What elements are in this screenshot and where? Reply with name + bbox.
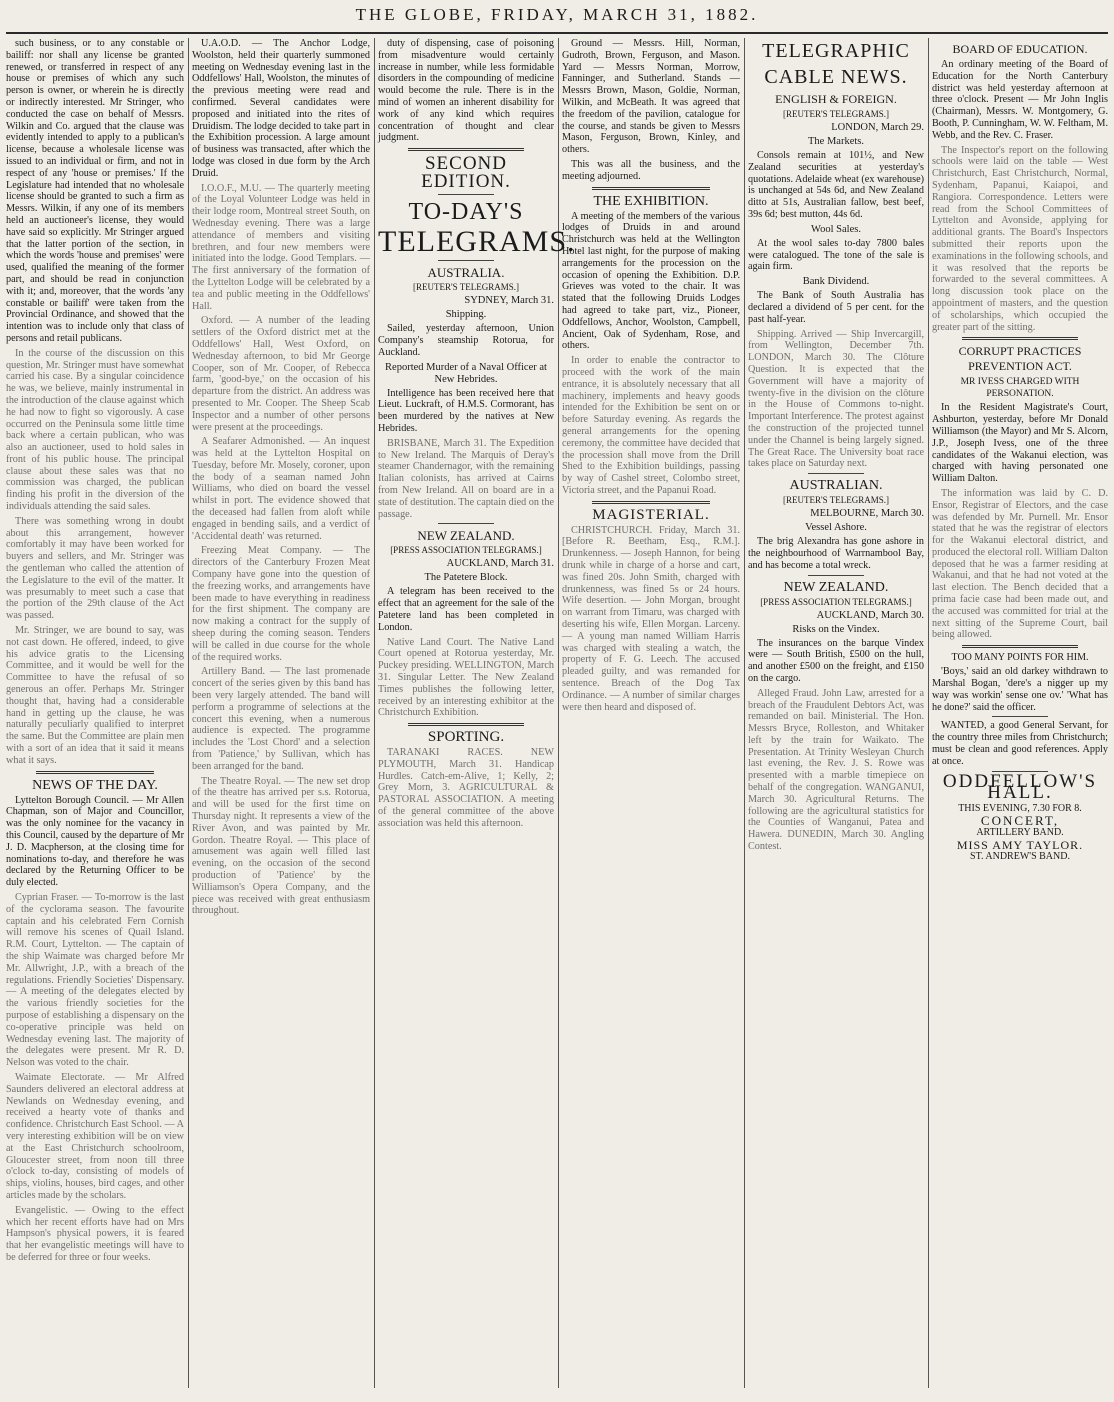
news-source: [REUTER'S TELEGRAMS.]	[783, 109, 889, 119]
article-paragraph: This was all the business, and the meeting adjourned.	[562, 158, 740, 182]
article-paragraph: Lyttelton Borough Council. — Mr Allen Chapman, son of Major and Councillor, was the only nominee for the vacancy in this Council, caused by the departure of Mr J. D. Macpherson, at the closing time for nominations to-day, and therefore he was declared by the Returning Officer to be duly elected.	[6, 794, 184, 889]
column-rule	[744, 38, 745, 1388]
news-of-the-day-heading: NEWS OF THE DAY.	[32, 777, 158, 793]
classified-ad: WANTED, a good General Servant, for the country three miles from Christchurch; must be clean and good references. Apply at once.	[932, 720, 1108, 767]
news-source: [REUTER'S TELEGRAMS.]	[783, 495, 889, 506]
body-text-filler: Freezing Meat Company. — The directors of the Canterbury Frozen Meat Company have gone into the question of the freezing works, and arrangements have been made to have everything in readiness for the first shipment. The company are now making a contract for the supply of sheep during the coming season. Tenders will be called in due course for the whole of the required works.	[192, 545, 370, 663]
article-paragraph: 'Boys,' said an old darkey withdrawn to Marshal Bogan, 'dere's a nigger up my way was workin' sense one ov.' 'What has he done?' said the officer.	[932, 666, 1108, 713]
article-paragraph: An ordinary meeting of the Board of Education for the North Canterbury district was held yesterday afternoon at three o'clock. Present — Mr John Inglis (Chairman), Messrs. W. Montgomery, G. Booth, P. Cunningham, W. W. Feltham, M. Webb, and the Rev. C. Fraser.	[932, 59, 1108, 141]
section-divider	[438, 260, 494, 261]
body-text-filler: TARANAKI RACES. NEW PLYMOUTH, March 31. Handicap Hurdles. Catch-em-Alive, 1; Kelly, 2; Grey Morn, 3. AGRICULTURAL & PASTORAL ASSOCIATION. A meeting of the general committee of the above association was held this afternoon.	[378, 747, 554, 829]
body-text-filler: BRISBANE, March 31. The Expedition to New Ireland. The Marquis of Deray's steamer Chandernagor, with the remaining Italian colonists, has arrived at Cairns from New Ireland. All on board are in a state of destitution. The captain died on the passage.	[378, 437, 554, 520]
body-text-filler: Alleged Fraud. John Law, arrested for a breach of the Fraudulent Debtors Act, was remanded on bail. Ministerial. The Hon. Messrs Bryce, Rolleston, and Whitaker left by the train for Waikato. The Presentation. At Trinity Wesleyan Church last evening, the Rev. J. S. Rowe was presented with a marble timepiece on behalf of the congregation. WANGANUI, March 30. Agricultural Returns. The following are the agricultural statistics for the Counties of Wanganui, Patea and Hawera. DUNEDIN, March 30. Angling Contest.	[748, 687, 924, 853]
column-2	[192, 38, 370, 1388]
column-rule	[374, 38, 375, 1388]
dateline: AUCKLAND, March 30.	[816, 609, 924, 621]
body-text-filler: Cyprian Fraser. — To-morrow is the last of the cyclorama season. The favourite captain and his celebrated Fern Cornish will remove his scenes of Quail Island. R.M. Court, Lyttelton. — The captain of the ship Waimate was charged before Mr Mr. Allwright, J.P., with a breach of the regulations. Friendly Societies' Dispensary. — A meeting of the delegates elected by the various friendly societies for the purpose of establishing a dispensary on the co-operative principle was held on Wednesday evening last. The majority of the delegates were present. Mr R. D. Nelson was voted to the chair.	[6, 891, 184, 1069]
article-paragraph: The brig Alexandra has gone ashore in the neighbourhood of Warrnambool Bay, and has become a total wreck.	[748, 536, 924, 571]
new-zealand-heading: NEW ZEALAND.	[417, 528, 515, 544]
body-text-filler: The information was laid by C. D. Ensor, Registrar of Electors, and the case was defended by Mr. Purnell. Mr. Ensor stated that he was the registrar of electors for the Wakanui electoral district, and produced the electoral roll. William Dalton deposed that he was a farmer residing at Wakanui, and that he had not voted at the last election. The Bench decided that a prima facie case had been made out, and the accused was committed for trial at the next sitting of the Supreme Court, bail being allowed.	[932, 487, 1108, 641]
body-text-filler: I.O.O.F., M.U. — The quarterly meeting of the Loyal Volunteer Lodge was held in their lodge room, Montreal street South, on Wednesday evening. There was a large attendance of members and visiting brethren, and four new members were initiated into the lodge. Good Templars. — The first anniversary of the formation of the Lyttelton Lodge will be celebrated by a tea and public meeting in the Oddfellows' Hall.	[192, 182, 370, 312]
ad-line: CONCERT,	[980, 813, 1060, 829]
news-source: [PRESS ASSOCIATION TELEGRAMS.]	[760, 596, 912, 607]
second-edition-heading: SECOND EDITION.	[421, 153, 511, 193]
news-source: [REUTER'S TELEGRAMS.]	[413, 282, 519, 293]
article-paragraph: Ground — Messrs. Hill, Norman, Gudroth, Brown, Ferguson, and Mason. Yard — Messrs Norman, Morrow, Fanninger, and Sutherland. Stands — Messrs Brown, Mason, Goldie, Norman, Wilkin, and McBeath. It was agreed that the freedom of the pavilion, catalogue for the course, and stands be given to Messrs Mason, Ferguson, Brown, Kinley, and others.	[562, 38, 740, 156]
exhibition-heading: THE EXHIBITION.	[593, 193, 709, 209]
new-zealand-heading: NEW ZEALAND.	[783, 579, 889, 595]
masthead-rule	[6, 32, 1108, 34]
sporting-heading: SPORTING.	[427, 729, 505, 746]
ad-line: ARTILLERY BAND.	[976, 827, 1064, 839]
column-4	[562, 38, 740, 1388]
subheading: Reported Murder of a Naval Officer at New Hebrides.	[385, 361, 547, 385]
body-text-filler: Waimate Electorate. — Mr Alfred Saunders delivered an electoral address at Newlands on Wednesday evening, and received a hearty vote of thanks and confidence. Christchurch East School. — A very interesting exhibition will be on view at the East Christchurch schoolroom, Gloucester street, from noon till three o'clock to-day, consisting of models of ships, violins, houses, bird cages, and other articles made by the scholars.	[6, 1071, 184, 1201]
article-paragraph: In the Resident Magistrate's Court, Ashburton, yesterday, before Mr Donald Williamson (the Mayor) and Mr S. Alcorn, J.P., Joseph Ivess, one of the three candidates of the Wakanui election, was charged with having personated one William Dalton.	[932, 402, 1108, 485]
subheading: The Markets.	[808, 136, 864, 147]
body-text-filler: CHRISTCHURCH. Friday, March 31. [Before R. Beetham, Esq., R.M.]. Drunkenness. — Joseph Hannon, for being drunk while in charge of a horse and cart, was fined 20s. John Smith, charged with drunkenness, was fined 5s or 24 hours. Wife desertion. — John Morgan, brought on warrant from Timaru, was charged with deserting his wife, Ellen Morgan. Larceny. — A young man named William Harris was charged with stealing a watch, the property of F. G. Leech. The accused pleaded guilty, and was remanded for sentence. Breach of the Dog Tax Ordinance. — A number of similar charges were then heard and disposed of.	[562, 524, 740, 713]
body-text-filler: The Theatre Royal. — The new set drop of the theatre has arrived per s.s. Rotorua, and will be used for the first time on Thursday night. It represents a view of the River Avon, and was painted by Mr. Gordon. Theatre Royal. — This place of amusement was again well filled last evening, on the occasion of the second production of 'Patience' by the Williamson's Opera Company, and the piece was received with great enthusiasm throughout.	[192, 775, 370, 917]
ad-line: ST. ANDREW'S BAND.	[970, 851, 1070, 863]
article-paragraph: such business, or to any constable or bailiff: nor shall any license be granted renewed, or transferred in respect of any house or premises of which any such person is owner, or wherein he is directly or indirectly interested. Mr Stringer, who conducted the case on behalf of Messrs. Wilkin and Co. argued that the clause was evidently intended to apply to a publican's license, because a wholesale license was issued to an individual or firm, and not in respect of any 'house or premises.' If the Legislature had intended that no wholesale license should be granted to such a firm as Messrs. Wilkin, if any one of its members held an auctioneer's license, they would have said so explicitly. Mr Stringer argued that the latter portion of the section, in which the words 'house and premises' were used, qualified the meaning of the former part, and should be read in conjunction with it; and, moreover, that the words 'any constable or bailiff' were taken from the Provincial Ordinance, and showed that the intention was to include only that class of persons and retail publicans.	[6, 38, 184, 344]
article-paragraph: At the wool sales to-day 7800 bales were catalogued. The tone of the sale is again firm.	[748, 237, 924, 273]
article-paragraph: Sailed, yesterday afternoon, Union Company's steamship Rotorua, for Auckland.	[378, 323, 554, 358]
australian-heading: AUSTRALIAN.	[789, 478, 883, 494]
column-rule	[928, 38, 929, 1388]
newspaper-title: THE GLOBE, FRIDAY, MARCH 31, 1882.	[355, 5, 759, 24]
column-6	[932, 38, 1108, 1388]
section-divider	[438, 194, 494, 195]
body-text-filler: Mr. Stringer, we are bound to say, was not cast down. He offered, indeed, to give his advice gratis to the Licensing Committee, and it would be well for the Committee to have the refusal of so generous an offer. Perhaps Mr. Stringer thought that, having had a considerable hand in getting up the clause, he was naturally peculiarly qualified to interpret the same. But the Committee are plain men with a sort of an idea that it said it means what it says.	[6, 625, 184, 766]
australia-heading: AUSTRALIA.	[427, 265, 505, 281]
ad-line: THIS EVENING, 7.30 FOR 8.	[958, 803, 1082, 815]
body-text-filler: In the course of the discussion on this question, Mr. Stringer must have somewhat carried his case. By a singular coincidence he was, we believe, mainly instrumental in the introduction of the clause against which he had now to fight so vigorously. A case occurred on the Peninsula some little time back where a certain publican, who was also an auctioneer, used to hold sales in front of his public house. The principal clause about these sales was that no commission was charged, the publican finding his profit in the diversion of the individuals attending the said sales.	[6, 347, 184, 513]
dateline: AUCKLAND, March 31.	[446, 558, 554, 570]
cable-news-heading: CABLE NEWS.	[764, 66, 908, 88]
article-paragraph: Consols remain at 101½, and New Zealand securities at yesterday's quotations. Adelaide wheat (ex warehouse) is unchanged at 54s 6d, and New Zealand ditto at 51s, Australian fallow, best beef, 39s 6d; best mutton, 44s 6d.	[748, 150, 924, 220]
body-text-filler: Oxford. — A number of the leading settlers of the Oxford district met at the Oddfellows' Hall, West Oxford, on Wednesday afternoon, to bid Mr George Cooper, son of Mr. Cooper, of Rebecca farm, 'good-bye,' on the occasion of his departure from the district. An address was presented to Mr. Cooper. The Sheep Scab Inspector and a number of other persons were present at the proceedings.	[192, 315, 370, 433]
body-text-filler: A Seafarer Admonished. — An inquest was held at the Lyttelton Hospital on Tuesday, before Mr. Mosely, coroner, upon the body of a seaman named John Williams, who died on board the vessel whilst in port. The evidence showed that the deceased had fallen from aloft while engaged in bending sails, and a verdict of 'Accidental death' was returned.	[192, 436, 370, 542]
article-paragraph: duty of dispensing, case of poisoning from misadventure would certainly increase in number, while less formidable disorders in the compounding of medicine would become the rule. There is in the mind of women an inherent disability for work of any kind which requires concentration of thought and clear judgment.	[378, 38, 554, 144]
ad-line: MISS AMY TAYLOR.	[956, 838, 1084, 853]
corrupt-practices-heading: CORRUPT PRACTICES PREVENTION ACT.	[958, 344, 1082, 374]
too-many-points-heading: TOO MANY POINTS FOR HIM.	[951, 652, 1089, 664]
article-paragraph: Intelligence has been received here that Lieut. Luckraft, of H.M.S. Cormorant, has been murdered by the natives at New Hebrides.	[378, 387, 554, 434]
english-foreign-heading: ENGLISH & FOREIGN.	[775, 92, 897, 106]
subheading: Vessel Ashore.	[805, 522, 867, 534]
subheading: Risks on the Vindex.	[792, 623, 880, 635]
section-divider	[808, 473, 864, 474]
section-divider	[36, 771, 154, 774]
dateline: MELBOURNE, March 30.	[810, 508, 924, 520]
body-text-filler: Artillery Band. — The last promenade concert of the series given by this band has been very largely attended. The band will perform a programme of selections at the concert this evening, when a numerous audience is expected. The programme includes the 'Lost Chord' and a selection from 'Patience,' by Sullivan, which has been arranged for the band.	[192, 666, 370, 772]
article-paragraph: A telegram has been received to the effect that an agreement for the sale of the Patetere land has been completed in London.	[378, 586, 554, 633]
section-divider	[408, 723, 524, 726]
section-divider	[408, 148, 524, 151]
oddfellows-hall-heading: ODDFELLOW'S HALL.	[942, 770, 1098, 804]
subheading: The Patetere Block.	[424, 572, 508, 584]
subheading: Bank Dividend.	[802, 276, 870, 288]
body-text-filler: The Inspector's report on the following schools were laid on the table — West Christchurch, East Christchurch, Normal, Sydenham, Papanui, Kaiapoi, and Rangiora. Correspondence. Letters were read from the School Committees of Lyttelton and Avonside, applying for additional grants. The Board's Inspectors submitted their reports upon the examinations in the following schools, and it was resolved that the reports be forwarded to the several committees. A long discussion took place on the appointment of masters, and the question of scholarships, which occupied the greater part of the sitting.	[932, 144, 1108, 333]
column-5	[748, 38, 924, 1388]
section-divider	[962, 645, 1078, 648]
section-divider	[592, 187, 710, 190]
section-divider	[992, 716, 1048, 717]
body-text-filler: Shipping. Arrived — Ship Invercargill, from Wellington, December 7th. LONDON, March 30. The Clôture Question. It is expected that the Government will have a majority of twenty-five in the division on the clôture in the House of Commons to-night. Important Interference. The protest against the construction of the projected tunnel under the Channel is being largely signed. The Great Race. The University boat race takes place on Saturday next.	[748, 328, 924, 470]
article-paragraph: The insurances on the barque Vindex were — South British, £500 on the hull, and another £500 on the freight, and £150 on the cargo.	[748, 637, 924, 684]
section-divider	[962, 337, 1078, 340]
body-text-filler: Evangelistic. — Owing to the effect which her recent efforts have had on Mrs Hampson's physical powers, it is feared that her evangelistic meetings will have to be deferred for three or four weeks.	[6, 1204, 184, 1263]
column-rule	[188, 38, 189, 1388]
article-paragraph: U.A.O.D. — The Anchor Lodge, Woolston, held their quarterly summoned meeting on Wednesday evening last in the Oddfellows' Hall, Woolston, the minutes of the previous meeting were read and confirmed. Several candidates were proposed and initiated into the rites of Druidism. The lodge decided to take part in the Exhibition procession. A large amount of business was transacted, after which the lodge was closed in due form by the Arch Druid.	[192, 38, 370, 179]
subheading: MR IVESS CHARGED WITH PERSONATION.	[960, 377, 1080, 400]
body-text-filler: In order to enable the contractor to proceed with the work of the main entrance, it is absolutely necessary that all machinery, implements and heavy goods intended for the Exhibition be sent on or before Saturday evening. As regards the general arrangements for the opening ceremony, the committee have decided that the procession shall move from the Drill Shed to the Exhibition buildings, passing by way of Cashel street, Colombo street, Victoria street, and the Papanui Road.	[562, 355, 740, 496]
column-3	[378, 38, 576, 1388]
todays-heading: TO-DAY'S	[408, 199, 524, 226]
news-source: [PRESS ASSOCIATION TELEGRAMS.]	[390, 545, 542, 556]
telegrams-heading: TELEGRAMS.	[378, 225, 576, 259]
article-paragraph: A meeting of the members of the various lodges of Druids in and around Christchurch was held at the Wellington Hotel last night, for the purpose of making arrangements for the procession on the occasion of opening the Exhibition. D.P. Grieves was voted to the chair. It was stated that the following Druids Lodges had agreed to take part, viz., Pioneer, Oddfellows, Anchor, Woolston, Campbell, Ancient, Oak of Sydenham, Rose, and others.	[562, 210, 740, 352]
section-divider	[808, 575, 864, 576]
column-1	[6, 38, 184, 1388]
body-text-filler: There was something wrong in doubt about this arrangement, however comfortably it may have been worked for buyers and sellers, and Mr. Stringer was the gentleman who called the attention of the Legislature to the evil of the matter. It was presumably to meet such a case that the portion of the 29th clause of the Act was passed.	[6, 515, 184, 622]
masthead	[0, 0, 1114, 36]
magisterial-heading: MAGISTERIAL.	[592, 506, 710, 523]
section-divider	[438, 523, 494, 524]
body-text-filler: Native Land Court. The Native Land Court opened at Rotorua yesterday, Mr. Puckey presiding. WELLINGTON, March 31. Singular Letter. The New Zealand Times publishes the following letter, received by an interesting exhibitor at the Christchurch Exhibition.	[378, 636, 554, 719]
subheading: Shipping.	[445, 309, 487, 321]
article-paragraph: The Bank of South Australia has declared a dividend of 5 per cent. for the past half-year.	[748, 290, 924, 325]
telegraphic-heading: TELEGRAPHIC	[762, 40, 910, 62]
dateline: SYDNEY, March 31.	[464, 295, 554, 307]
dateline: LONDON, March 29.	[831, 122, 924, 133]
subheading: Wool Sales.	[811, 223, 861, 235]
section-divider	[592, 501, 710, 504]
board-heading: BOARD OF EDUCATION.	[952, 42, 1088, 56]
